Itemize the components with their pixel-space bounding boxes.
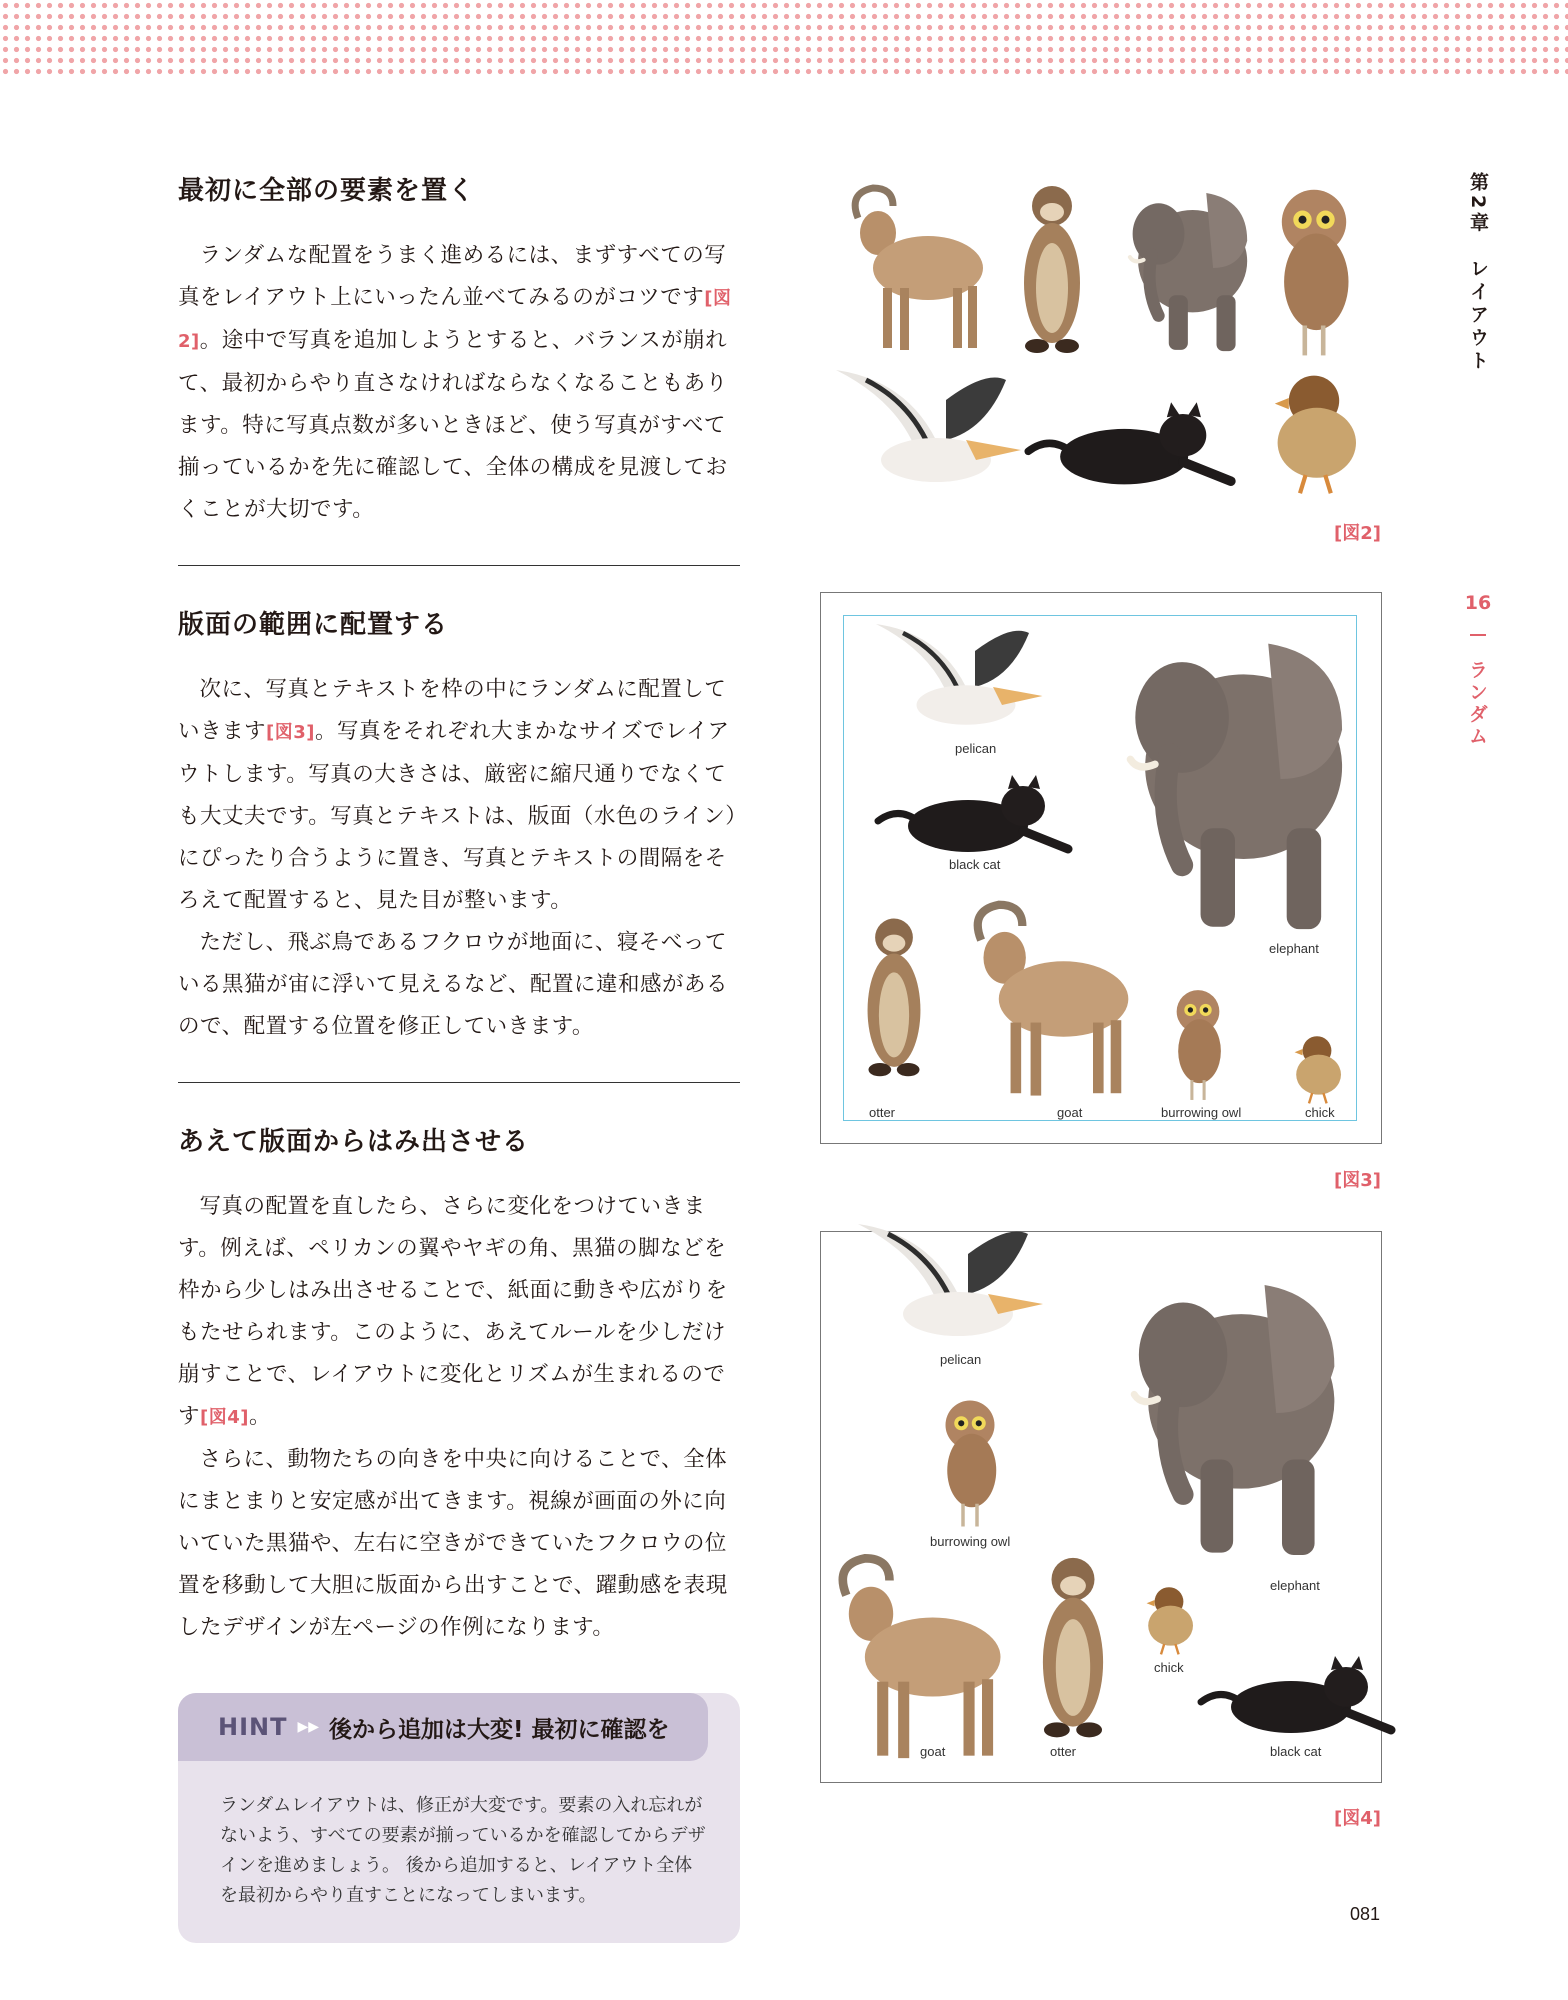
label-elephant: elephant	[1270, 1578, 1320, 1593]
elephant-photo	[1104, 178, 1254, 358]
elephant-photo	[1083, 619, 1355, 939]
hint-box	[178, 1693, 740, 1943]
label-burrowing-owl: burrowing owl	[1161, 1105, 1242, 1120]
section-divider	[1470, 634, 1486, 636]
owl-photo	[934, 1390, 1006, 1530]
section-title: 版面の範囲に配置する	[178, 610, 449, 640]
goat-photo	[808, 1546, 1008, 1768]
paragraph: ランダムな配置をうまく進めるには、まずすべての写真をレイアウト上にいったん並べてみるのがコツです[図2]。途中で写真を追加しようとすると、バランスが崩れて、最初からやり直さなければならなくなることもあります。特に写真点数が多いときほど、使う写真がすべて揃っているかを先に確認して、全体の構成を見渡しておくことが大切です。	[178, 243, 732, 522]
section-2	[178, 604, 740, 1048]
double-arrow-icon: ▶▶	[297, 1719, 320, 1735]
otter-photo	[855, 911, 933, 1081]
figure-2-caption: [図2]	[1334, 523, 1381, 544]
section-3	[178, 1121, 740, 1649]
label-otter: otter	[1050, 1744, 1077, 1759]
label-burrowing-owl: burrowing owl	[930, 1534, 1011, 1549]
label-otter: otter	[869, 1105, 896, 1120]
elephant-photo	[1090, 1258, 1346, 1568]
section-title: 最初に全部の要素を置く	[178, 176, 476, 206]
hint-header	[178, 1693, 708, 1761]
section-number: 16	[1464, 592, 1492, 614]
label-black-cat: black cat	[1270, 1744, 1322, 1759]
figure-reference: [図2]	[178, 288, 732, 352]
figure-4-caption: [図4]	[1334, 1808, 1381, 1829]
black-cat-photo	[1196, 1652, 1396, 1742]
hint-title: 後から追加は大変! 最初に確認を	[329, 1716, 670, 1743]
chapter-tab: 第2章 レイアウト	[1467, 172, 1489, 374]
chick-photo	[1254, 356, 1374, 496]
goat-photo	[828, 178, 988, 358]
otter-photo	[1012, 178, 1092, 358]
text-column	[178, 170, 740, 1943]
label-goat: goat	[1057, 1105, 1083, 1120]
label-chick: chick	[1154, 1660, 1184, 1675]
figure-reference: [図4]	[200, 1407, 249, 1428]
figure-reference: [図3]	[266, 722, 315, 743]
dotted-header-band	[0, 0, 1568, 78]
owl-photo	[1268, 176, 1360, 360]
pelican-photo	[867, 615, 1047, 741]
otter-photo	[1030, 1548, 1116, 1744]
label-pelican: pelican	[940, 1352, 982, 1367]
label-chick: chick	[1305, 1105, 1335, 1120]
label-goat: goat	[920, 1744, 946, 1759]
owl-photo	[1167, 981, 1229, 1103]
divider	[178, 565, 740, 566]
page-number: 081	[1350, 1904, 1381, 1924]
label-black-cat: black cat	[949, 857, 1001, 872]
section-topic: ランダム	[1466, 660, 1488, 748]
pelican-photo	[848, 1214, 1048, 1354]
pelican-photo	[826, 360, 1026, 500]
black-cat-photo	[1022, 398, 1237, 494]
paragraph: 次に、写真とテキストを枠の中にランダムに配置していきます[図3]。写真をそれぞれ大まかなサイズでレイアウトします。写真の大きさは、厳密に縮尺通りでなくても大丈夫です。写真とテキストは、版面（水色のライン）にぴったり合うように置き、写真とテキストの間隔をそろえて配置すると、見た目が整います。	[178, 677, 737, 913]
chick-photo	[1136, 1576, 1202, 1656]
label-pelican: pelican	[955, 741, 997, 756]
section-title: あえて版面からはみ出させる	[178, 1127, 530, 1157]
section-1	[178, 170, 740, 531]
paragraph: 写真の配置を直したら、さらに変化をつけていきます。例えば、ペリカンの翼やヤギの角、黒猫の脚などを枠から少しはみ出させることで、紙面に動きや広がりをもたせられます。このように、あえてルールを少しだけ崩すことで、レイアウトに変化とリズムが生まれるのです[図4]。	[178, 1194, 728, 1429]
figure-3-caption: [図3]	[1334, 1170, 1381, 1191]
paragraph: ただし、飛ぶ鳥であるフクロウが地面に、寝そべっている黒猫が宙に浮いて見えるなど、配置に違和感があるので、配置する位置を修正していきます。	[178, 930, 729, 1039]
divider	[178, 1082, 740, 1083]
black-cat-photo	[873, 771, 1073, 861]
hint-tag: HINT	[218, 1713, 288, 1741]
chick-photo	[1285, 1025, 1349, 1105]
paragraph: さらに、動物たちの向きを中央に向けることで、全体にまとまりと安定感が出てきます。視線が画面の外に向いていた黒猫や、左右に空きができていたフクロウの位置を移動して大胆に版面から出すことで、躍動感を表現したデザインが左ページの作例になります。	[178, 1447, 728, 1640]
label-elephant: elephant	[1269, 941, 1319, 956]
hint-body: ランダムレイアウトは、修正が大変です。要素の入れ忘れがないよう、すべての要素が揃っているかを確認してからデザインを進めましょう。 後から追加すると、レイアウト全体を最初からやり直すことになってしまいます。	[220, 1795, 706, 1906]
figure-3-panel	[820, 592, 1382, 1144]
goat-photo	[945, 893, 1135, 1105]
